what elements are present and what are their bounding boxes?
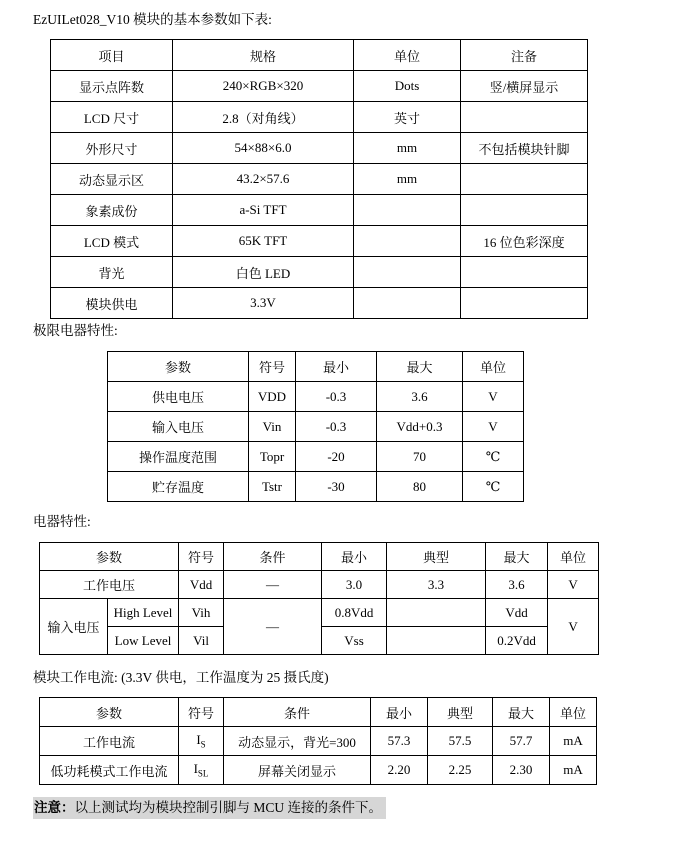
- header-cell: 最大: [486, 543, 548, 571]
- table-cell: [461, 195, 588, 226]
- table-cell: 3.6: [377, 382, 463, 412]
- table-cell: V: [463, 412, 524, 442]
- table-cell: 70: [377, 442, 463, 472]
- header-cell: 典型: [387, 543, 486, 571]
- header-cell: 最小: [371, 698, 428, 727]
- header-cell: 最大: [493, 698, 550, 727]
- table-cell: —: [224, 599, 322, 655]
- table-cell: mA: [550, 756, 597, 785]
- table-cell: 0.2Vdd: [486, 627, 548, 655]
- table-cell: 0.8Vdd: [322, 599, 387, 627]
- table-cell: Vss: [322, 627, 387, 655]
- electrical-characteristics-table: [39, 542, 599, 655]
- current-section-heading: 模块工作电流: (3.3V 供电，工作温度为 25 摄氏度): [33, 670, 329, 685]
- table-cell: V: [548, 571, 599, 599]
- table-cell: LCD 尺寸: [51, 102, 173, 133]
- table-cell: 竖/横屏显示: [461, 71, 588, 102]
- table-cell: Vdd: [179, 571, 224, 599]
- table-cell: 工作电流: [40, 727, 179, 756]
- table-row: [51, 288, 588, 319]
- note: [33, 797, 386, 819]
- table-cell: High Level: [108, 599, 179, 627]
- table-row: [51, 164, 588, 195]
- table-cell: 象素成份: [51, 195, 173, 226]
- table-cell: VDD: [249, 382, 296, 412]
- table-cell: 3.3: [387, 571, 486, 599]
- table-row: [108, 472, 524, 502]
- header-cell: 项目: [51, 40, 173, 71]
- table-cell: 57.5: [428, 727, 493, 756]
- table-cell: [387, 599, 486, 627]
- table-cell: ℃: [463, 442, 524, 472]
- table-cell: 54×88×6.0: [173, 133, 354, 164]
- table-row: [108, 412, 524, 442]
- table-cell: 操作温度范围: [108, 442, 249, 472]
- table-cell: 贮存温度: [108, 472, 249, 502]
- table-cell: 输入电压: [40, 599, 108, 655]
- table-cell: 动态显示区: [51, 164, 173, 195]
- table-cell: 不包括模块针脚: [461, 133, 588, 164]
- header-cell: 最小: [322, 543, 387, 571]
- table-cell: 57.7: [493, 727, 550, 756]
- table-cell: -0.3: [296, 382, 377, 412]
- table-cell: V: [463, 382, 524, 412]
- table-cell: 2.20: [371, 756, 428, 785]
- table-cell: 240×RGB×320: [173, 71, 354, 102]
- table-cell: -30: [296, 472, 377, 502]
- table-cell: 供电电压: [108, 382, 249, 412]
- table-cell: ℃: [463, 472, 524, 502]
- table-cell: [461, 102, 588, 133]
- intro-text: EzUILet028_V10 模块的基本参数如下表:: [33, 12, 272, 27]
- table-row: [108, 382, 524, 412]
- table-cell: 2.30: [493, 756, 550, 785]
- absolute-maximum-table: [107, 351, 524, 502]
- limits-section-heading: 极限电器特性:: [33, 323, 118, 338]
- header-cell: 单位: [550, 698, 597, 727]
- table-cell: mm: [354, 164, 461, 195]
- table-cell: [354, 288, 461, 319]
- table-row: [51, 195, 588, 226]
- table-cell: 3.3V: [173, 288, 354, 319]
- header-cell: 符号: [249, 352, 296, 382]
- table-cell: 80: [377, 472, 463, 502]
- table-cell: Low Level: [108, 627, 179, 655]
- table-row: [51, 226, 588, 257]
- table-cell: Vin: [249, 412, 296, 442]
- table-cell: 工作电压: [40, 571, 179, 599]
- table-cell: [387, 627, 486, 655]
- table-header-row: [40, 698, 597, 727]
- symbol-cell: [179, 727, 224, 756]
- symbol-base: I: [196, 732, 201, 748]
- table-header-row: [108, 352, 524, 382]
- table-cell: [461, 288, 588, 319]
- table-cell: 白色 LED: [173, 257, 354, 288]
- note-text: 以上测试均为模块控制引脚与 MCU 连接的条件下。: [74, 800, 383, 815]
- table-row: [40, 599, 599, 627]
- table-cell: [354, 195, 461, 226]
- table-cell: mA: [550, 727, 597, 756]
- table-row: [51, 71, 588, 102]
- header-cell: 最大: [377, 352, 463, 382]
- table-cell: 2.8（对角线）: [173, 102, 354, 133]
- table-header-row: [40, 543, 599, 571]
- table-cell: 输入电压: [108, 412, 249, 442]
- table-row: [40, 571, 599, 599]
- table-cell: 65K TFT: [173, 226, 354, 257]
- header-cell: 参数: [40, 698, 179, 727]
- table-cell: 57.3: [371, 727, 428, 756]
- table-cell: Dots: [354, 71, 461, 102]
- table-cell: 显示点阵数: [51, 71, 173, 102]
- operating-current-table: [39, 697, 597, 785]
- table-cell: 3.6: [486, 571, 548, 599]
- table-cell: 低功耗模式工作电流: [40, 756, 179, 785]
- table-cell: 3.0: [322, 571, 387, 599]
- header-cell: 条件: [224, 698, 371, 727]
- table-cell: Tstr: [249, 472, 296, 502]
- table-cell: -20: [296, 442, 377, 472]
- symbol-cell: [179, 756, 224, 785]
- electrical-section-heading: 电器特性:: [33, 514, 91, 529]
- header-cell: 最小: [296, 352, 377, 382]
- table-cell: 屏幕关闭显示: [224, 756, 371, 785]
- table-cell: -0.3: [296, 412, 377, 442]
- header-cell: 参数: [108, 352, 249, 382]
- table-cell: [354, 257, 461, 288]
- header-cell: 参数: [40, 543, 179, 571]
- table-row: [40, 727, 597, 756]
- header-cell: 符号: [179, 698, 224, 727]
- note-label: 注意：: [34, 800, 75, 815]
- table-cell: Vdd+0.3: [377, 412, 463, 442]
- table-cell: 外形尺寸: [51, 133, 173, 164]
- table-cell: [354, 226, 461, 257]
- table-cell: LCD 模式: [51, 226, 173, 257]
- table-header-row: [51, 40, 588, 71]
- header-cell: 规格: [173, 40, 354, 71]
- symbol-subscript: SL: [197, 768, 209, 779]
- table-cell: —: [224, 571, 322, 599]
- table-cell: 43.2×57.6: [173, 164, 354, 195]
- table-cell: Vdd: [486, 599, 548, 627]
- header-cell: 单位: [548, 543, 599, 571]
- basic-parameters-table: [50, 39, 588, 319]
- header-cell: 符号: [179, 543, 224, 571]
- table-row: [51, 133, 588, 164]
- table-cell: 动态显示，背光=300: [224, 727, 371, 756]
- table-cell: 16 位色彩深度: [461, 226, 588, 257]
- symbol-subscript: S: [200, 739, 206, 750]
- header-cell: 单位: [463, 352, 524, 382]
- table-cell: [461, 164, 588, 195]
- table-cell: Vil: [179, 627, 224, 655]
- table-row: [51, 102, 588, 133]
- header-cell: 典型: [428, 698, 493, 727]
- symbol-base: I: [193, 761, 198, 777]
- table-cell: 英寸: [354, 102, 461, 133]
- table-cell: V: [548, 599, 599, 655]
- table-cell: Topr: [249, 442, 296, 472]
- table-cell: [461, 257, 588, 288]
- table-cell: mm: [354, 133, 461, 164]
- header-cell: 注备: [461, 40, 588, 71]
- table-cell: 背光: [51, 257, 173, 288]
- table-cell: 2.25: [428, 756, 493, 785]
- table-cell: a-Si TFT: [173, 195, 354, 226]
- table-row: [40, 756, 597, 785]
- header-cell: 条件: [224, 543, 322, 571]
- table-row: [108, 442, 524, 472]
- header-cell: 单位: [354, 40, 461, 71]
- table-cell: 模块供电: [51, 288, 173, 319]
- table-row: [51, 257, 588, 288]
- table-cell: Vih: [179, 599, 224, 627]
